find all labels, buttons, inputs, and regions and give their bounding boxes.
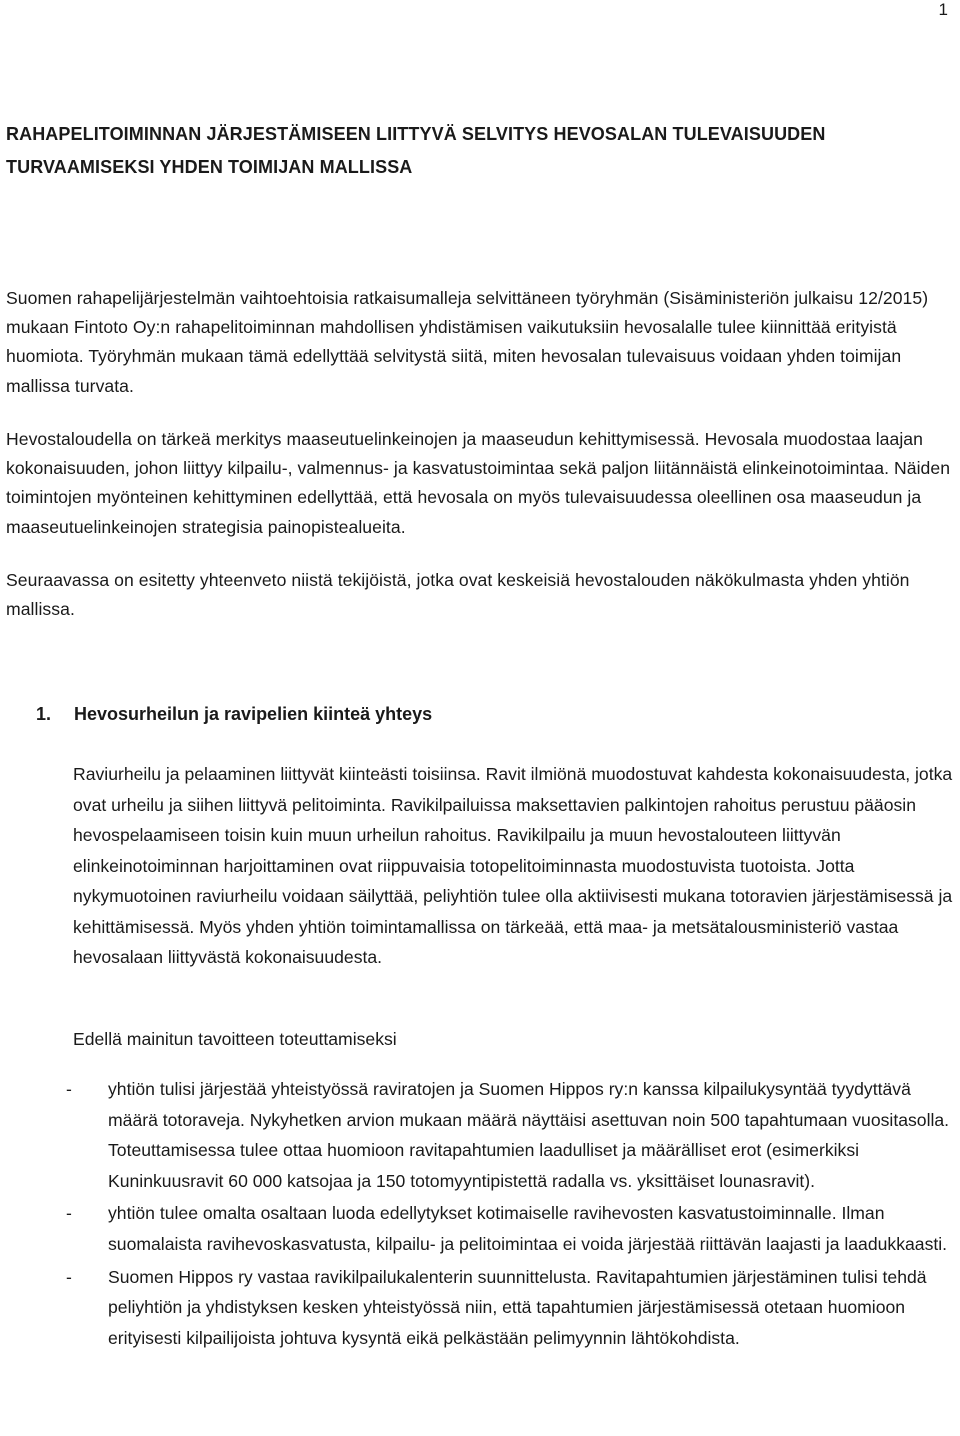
section-title: Hevosurheilun ja ravipelien kiinteä yhteys — [74, 704, 433, 724]
list-item-dash: - — [66, 1266, 72, 1287]
document-title-line-2: TURVAAMISEKSI YHDEN TOIMIJAN MALLISSA — [6, 157, 413, 177]
list-item-text: yhtiön tulisi järjestää yhteistyössä raviratojen ja Suomen Hippos ry:n kanssa kilpailukysyntää tyydyttävä määrä totoraveja. Nykyhetken arvion mukaan määrä näyttäisi asettuvan noin 500 tapahtumaan vuositasolla. Toteuttamisessa tulee ottaa huomioon ravitapahtumien laadulliset ja määrälliset erot (esimerkiksi Kuninkuusravit 60 000 katsojaa ja 150 totomyyntipistettä radalla vs. yksittäiset lounasravit). — [108, 1079, 950, 1191]
list-item — [0, 1262, 960, 1354]
document-title — [6, 118, 946, 184]
list-item-dash: - — [66, 1203, 72, 1224]
document-title-line-1: RAHAPELITOIMINNAN JÄRJESTÄMISEEN LIITTYVÄ SELVITYS HEVOSALAN TULEVAISUUDEN — [6, 124, 826, 144]
list-item — [0, 1198, 960, 1259]
section-number: 1. — [36, 704, 52, 724]
section-paragraph-1: Raviurheilu ja pelaaminen liittyvät kiinteästi toisiinsa. Ravit ilmiönä muodostuvat kahdesta kokonaisuudesta, jotka ovat urheilu ja siihen liittyvä pelitoiminta. Ravikilpailuissa maksettavien palkintojen rahoitus perustuu pääosin hevospelaamiseen toisin kuin muun urheilun rahoitus. Ravikilpailu ja muun hevostalouteen liittyvän elinkeinotoiminnan harjoittaminen ovat riippuvaisia totopelitoiminnasta muodostuvista tuotoista. Jotta nykymuotoinen raviurheilu voidaan säilyttää, peliyhtiön tulee olla aktiivisesti mukana totoravien järjestämisessä ja kehittämisessä. Myös yhden yhtiön toimintamallissa on tärkeää, että maa- ja metsätalousministeriö vastaa hevosalaan liittyvästä kokonaisuudesta. — [73, 764, 953, 967]
intro-paragraph-2: Hevostaloudella on tärkeä merkitys maaseutuelinkeinojen ja maaseudun kehittymisessä. Hevosala muodostaa laajan kokonaisuuden, johon liittyy kilpailu-, valmennus- ja kasvatustoimintaa sekä paljon liitännäistä elinkeinotoimintaa. Näiden toimintojen myönteinen kehittyminen edellyttää, että hevosala on myös tulevaisuudessa oleellinen osa maaseudun ja maaseutuelinkeinojen strategisia painopistealueita. — [6, 429, 951, 537]
section-paragraph-2: Edellä mainitun tavoitteen toteuttamiseksi — [73, 1029, 397, 1049]
list-item-text: yhtiön tulee omalta osaltaan luoda edellytykset kotimaiselle ravihevosten kasvatustoiminnalle. Ilman suomalaista ravihevoskasvatusta, kilpailu- ja pelitoimintaa ei voida järjestää riittävän laajasti ja laadukkaasti. — [108, 1203, 948, 1254]
list-item — [0, 1074, 960, 1196]
intro-paragraph-1: Suomen rahapelijärjestelmän vaihtoehtoisia ratkaisumalleja selvittäneen työryhmän (Sisäministeriön julkaisu 12/2015) mukaan Fintoto Oy:n rahapelitoiminnan mahdollisen yhdistämisen vaikutuksiin hevosalalle tulee kiinnittää erityistä huomiota. Työryhmän mukaan tämä edellyttää selvitystä siitä, miten hevosalan tulevaisuus voidaan yhden toimijan mallissa turvata. — [6, 288, 929, 396]
list-item-dash: - — [66, 1079, 72, 1099]
intro-paragraph-3: Seuraavassa on esitetty yhteenveto niistä tekijöistä, jotka ovat keskeisiä hevostalouden näkökulmasta yhden yhtiön mallissa. — [6, 570, 910, 620]
section-heading — [36, 699, 432, 729]
list-item-text: Suomen Hippos ry vastaa ravikilpailukalenterin suunnittelusta. Ravitapahtumien järjestäminen tulisi tehdä peliyhtiön ja yhdistyksen kesken yhteistyössä niin, että tapahtumien järjestämisessä otetaan huomioon erityisesti kilpailijoista johtuva kysyntä eikä pelkästään pelimyynnin lähtökohdista. — [108, 1266, 927, 1348]
page-number: 1 — [938, 0, 948, 19]
bullet-list — [0, 1074, 960, 1353]
